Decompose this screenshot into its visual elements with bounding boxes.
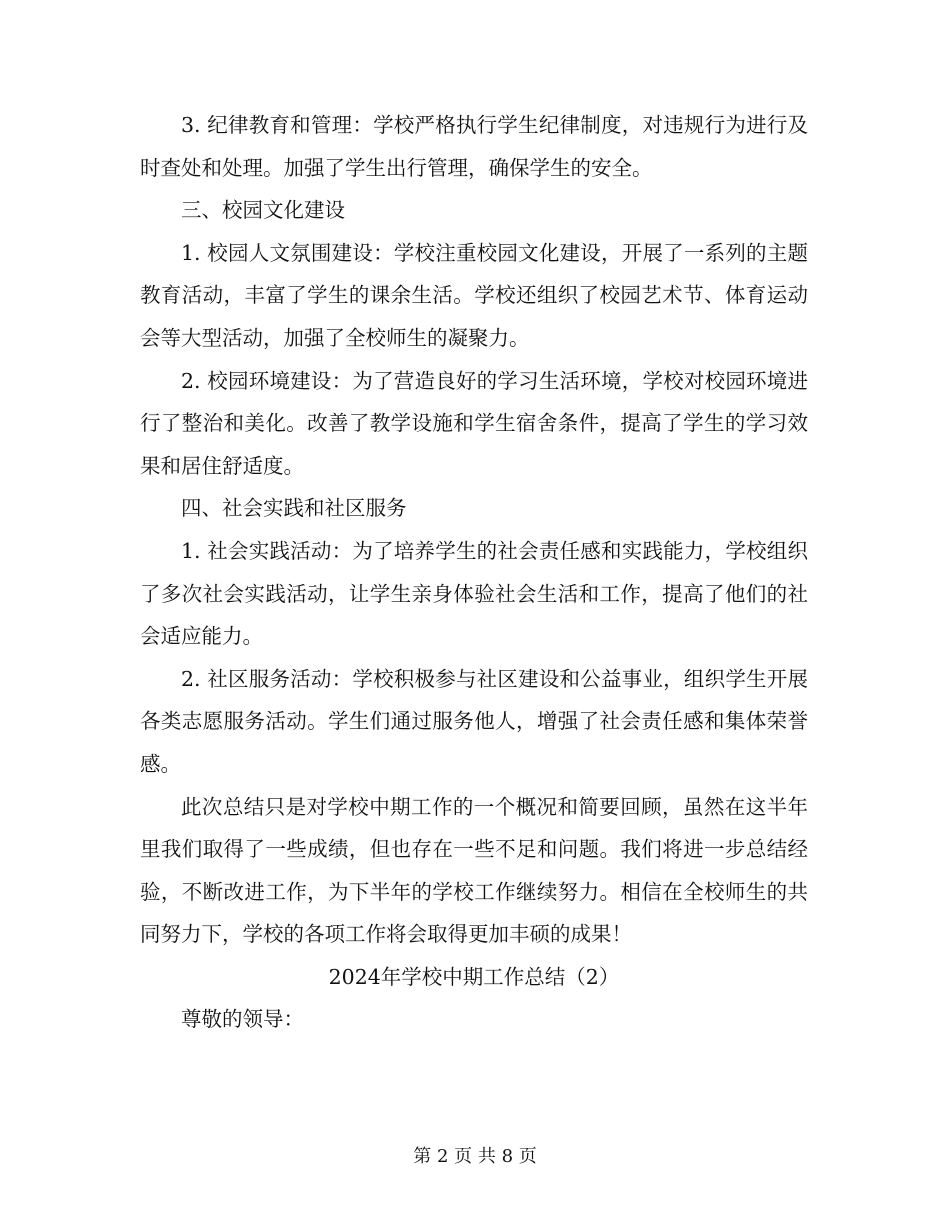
paragraph-social-practice: 1. 社会实践活动：为了培养学生的社会责任感和实践能力，学校组织了多次社会实践活动，让学生亲身体验社会生活和工作，提高了他们的社会适应能力。	[140, 538, 808, 649]
document-title: 2024年学校中期工作总结（2）	[328, 964, 620, 989]
paragraph-humanities-atmosphere: 1. 校园人文氛围建设：学校注重校园文化建设，开展了一系列的主题教育活动，丰富了学生的课余生活。学校还组织了校园艺术节、体育运动会等大型活动，加强了全校师生的凝聚力。	[140, 240, 808, 350]
paragraph-campus-environment: 2. 校园环境建设：为了营造良好的学习生活环境，学校对校园环境进行了整治和美化。改善了教学设施和学生宿舍条件，提高了学生的学习效果和居住舒适度。	[140, 368, 808, 478]
section-heading-campus-culture: 三、校园文化建设	[181, 198, 345, 223]
paragraph-community-service: 2. 社区服务活动：学校积极参与社区建设和公益事业，组织学生开展各类志愿服务活动。学生们通过服务他人，增强了社会责任感和集体荣誉感。	[140, 666, 808, 776]
page-footer: 第 2 页 共 8 页	[413, 1146, 537, 1167]
section-heading-social-practice: 四、社会实践和社区服务	[181, 496, 407, 521]
document-body	[140, 104, 808, 1041]
salutation: 尊敬的领导：	[181, 1007, 304, 1032]
paragraph-discipline: 3. 纪律教育和管理：学校严格执行学生纪律制度，对违规行为进行及时查处和处理。加强了学生出行管理，确保学生的安全。	[140, 113, 808, 180]
paragraph-conclusion: 此次总结只是对学校中期工作的一个概况和简要回顾，虽然在这半年里我们取得了一些成绩，但也存在一些不足和问题。我们将进一步总结经验，不断改进工作，为下半年的学校工作继续努力。相信在全校师生的共同努力下，学校的各项工作将会取得更加丰硕的成果！	[140, 794, 808, 947]
